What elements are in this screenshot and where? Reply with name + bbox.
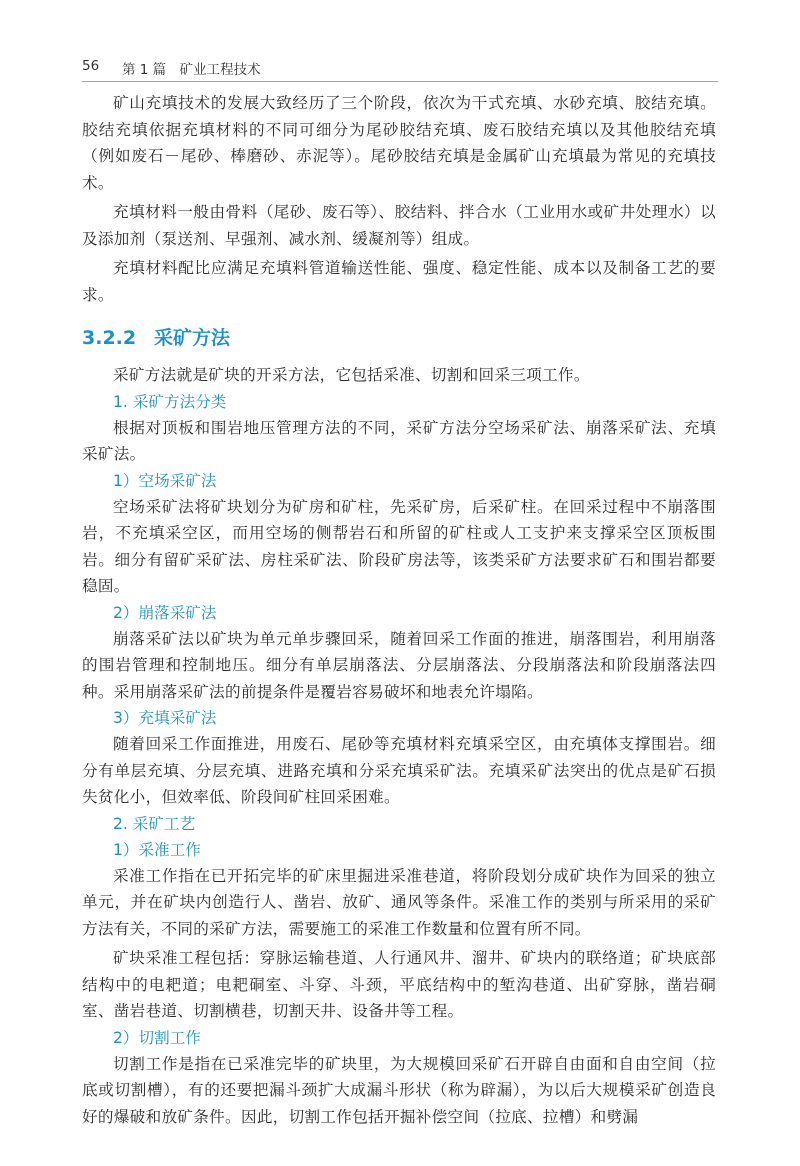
paragraph-cutting: 切割工作是指在已采准完毕的矿块里，为大规模回采矿石开辟自由面和自由空间（拉底或切割槽），有的还要把漏斗颈扩大成漏斗形状（称为辟漏），为以后大规模采矿创造良好的爆破和放矿条件。因此，切割工作包括开掘补偿空间（拉底、拉槽）和劈漏 <box>82 1054 716 1126</box>
section-number: 3.2.2 <box>82 327 137 349</box>
paragraph-intro-2: 充填材料一般由骨料（尾砂、废石等）、胶结料、拌合水（工业用水或矿井处理水）以及添加剂（泵送剂、早强剂、减水剂、缓凝剂等）组成。 <box>82 203 716 248</box>
heading-open-stope: 1）空场采矿法 <box>113 471 217 490</box>
heading-mining-process: 2. 采矿工艺 <box>113 814 196 833</box>
section-lead: 采矿方法就是矿块的开采方法，它包括采准、切割和回采三项工作。 <box>113 366 590 384</box>
heading-classification: 1. 采矿方法分类 <box>113 392 227 411</box>
paragraph-backfill: 随着回采工作面推进，用废石、尾砂等充填材料充填采空区，由充填体支撑围岩。细分有单层充填、分层充填、进路充填和分采充填采矿法。充填采矿法突出的优点是矿石损失贫化小，但效率低、阶段间矿柱回采困难。 <box>82 735 716 806</box>
paragraph-development-1: 采准工作指在已开拓完毕的矿床里掘进采准巷道，将阶段划分成矿块作为回采的独立单元，并在矿块内创造行人、凿岩、放矿、通风等条件。采准工作的类别与所采用的采矿方法有关，不同的采矿方法，需要施工的采准工作数量和位置有所不同。 <box>82 866 716 938</box>
page-number: 56 <box>82 58 100 74</box>
heading-development: 1）采准工作 <box>113 840 201 859</box>
heading-cutting: 2）切割工作 <box>113 1028 201 1047</box>
paragraph-intro-1: 矿山充填技术的发展大致经历了三个阶段，依次为干式充填、水砂充填、胶结充填。胶结充填依据充填材料的不同可细分为尾砂胶结充填、废石胶结充填以及其他胶结充填（例如废石－尾砂、棒磨砂、赤泥等）。尾砂胶结充填是金属矿山充填最为常见的充填技术。 <box>82 94 716 192</box>
paragraph-caving: 崩落采矿法以矿块为单元单步骤回采，随着回采工作面的推进，崩落围岩，利用崩落的围岩管理和控制地压。细分有单层崩落法、分层崩落法、分段崩落法和阶段崩落法四种。采用崩落采矿法的前提条件是覆岩容易破坏和地表允许塌陷。 <box>82 629 716 701</box>
running-header <box>82 54 718 84</box>
paragraph-classification: 根据对顶板和围岩地压管理方法的不同，采矿方法分空场采矿法、崩落采矿法、充填采矿法。 <box>82 418 716 463</box>
heading-caving: 2）崩落采矿法 <box>113 603 217 622</box>
header-rule <box>82 81 718 82</box>
section-heading <box>82 324 716 352</box>
paragraph-open-stope: 空场采矿法将矿块划分为矿房和矿柱，先采矿房，后采矿柱。在回采过程中不崩落围岩，不充填采空区，而用空场的侧帮岩石和所留的矿柱或人工支护来支撑采空区顶板围岩。细分有留矿采矿法、房柱采矿法、阶段矿房法等，该类采矿方法要求矿石和围岩都要稳固。 <box>82 497 716 595</box>
paragraph-intro-3: 充填材料配比应满足充填料管道输送性能、强度、稳定性能、成本以及制备工艺的要求。 <box>82 259 716 304</box>
heading-backfill: 3）充填采矿法 <box>113 709 217 727</box>
paragraph-development-2: 矿块采准工程包括：穿脉运输巷道、人行通风井、溜井、矿块内的联络道；矿块底部结构中的电耙道；电耙硐室、斗穿、斗颈，平底结构中的堑沟巷道、出矿穿脉，凿岩硐室、凿岩巷道、切割横巷，切割天井、设备井等工程。 <box>82 949 716 1020</box>
section-title: 采矿方法 <box>154 327 231 349</box>
running-title: 第 1 篇 矿业工程技术 <box>122 62 261 78</box>
page-body <box>82 90 716 1130</box>
